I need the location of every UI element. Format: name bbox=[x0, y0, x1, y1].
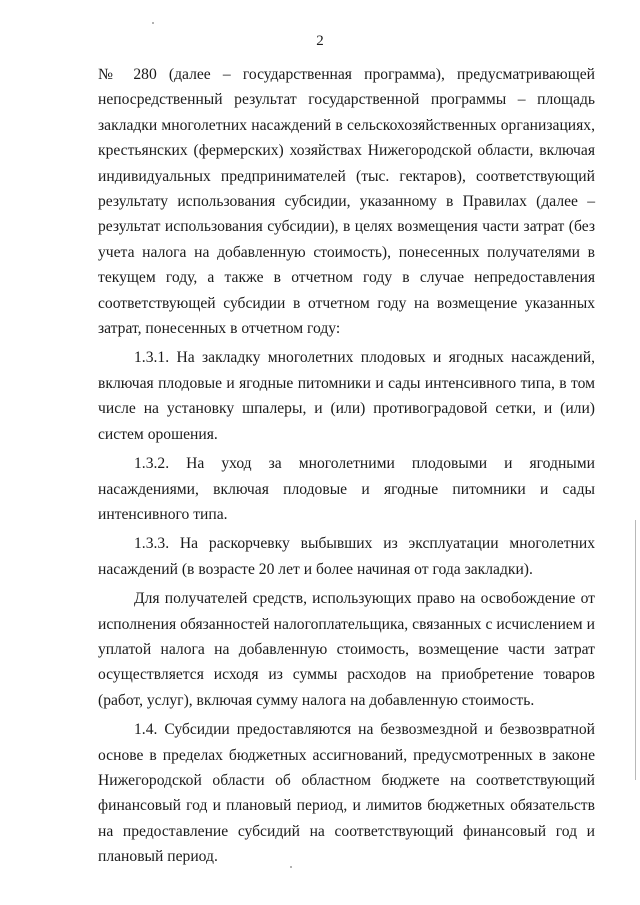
paragraph-item-1-3-2: 1.3.2. На уход за многолетними плодовыми и ягодными насаждениями, включая плодовые и ягодные питомники и сады интенсивного типа. bbox=[98, 455, 595, 523]
scan-artifact bbox=[290, 866, 292, 868]
paragraph-continuation: № 280 (далее – государственная программа), предусматривающей непосредственный результат государственной программы – площадь закладки многолетних насаждений в сельскохозяйственных организациях, крестьянских (фермерских) хозяйствах Нижегородской области, включая индивидуальных предпринимателей (тыс. гектаров), соответствующий результату использования субсидии, указанному в Правилах (далее – результат использования субсидии), в целях возмещения части затрат (без учета налога на добавленную стоимость), понесенных получателями в текущем году, а также в отчетном году в случае непредоставления соответствующей субсидии в отчетном году на возмещение указанных затрат, понесенных в отчетном году: bbox=[98, 66, 595, 338]
scan-edge-mark bbox=[635, 520, 636, 780]
paragraph-item-1-4: 1.4. Субсидии предоставляются на безвозмездной и безвозвратной основе в пределах бюджетных ассигнований, предусмотренных в законе Нижегородской области об областном бюджете на соответствующий финансовый год и плановый период, и лимитов бюджетных обязательств на предоставление субсидий на соответствующий финансовый год и плановый период. bbox=[98, 721, 595, 866]
document-body bbox=[98, 62, 595, 870]
page-number: 2 bbox=[316, 33, 324, 49]
paragraph-item-1-3-1: 1.3.1. На закладку многолетних плодовых и ягодных насаждений, включая плодовые и ягодные питомники и сады интенсивного типа, в том числе на установку шпалеры, и (или) противоградовой сетки, и (или) систем орошения. bbox=[98, 349, 595, 443]
paragraph-item-1-3-3: 1.3.3. На раскорчевку выбывших из эксплуатации многолетних насаждений (в возрасте 20 лет и более начиная от года закладки). bbox=[98, 535, 595, 578]
paragraph-vat-clause: Для получателей средств, использующих право на освобождение от исполнения обязанностей налогоплательщика, связанных с исчислением и уплатой налога на добавленную стоимость, возмещение части затрат осуществляется исходя из суммы расходов на приобретение товаров (работ, услуг), включая сумму налога на добавленную стоимость. bbox=[98, 590, 595, 709]
scan-artifact bbox=[152, 22, 154, 24]
